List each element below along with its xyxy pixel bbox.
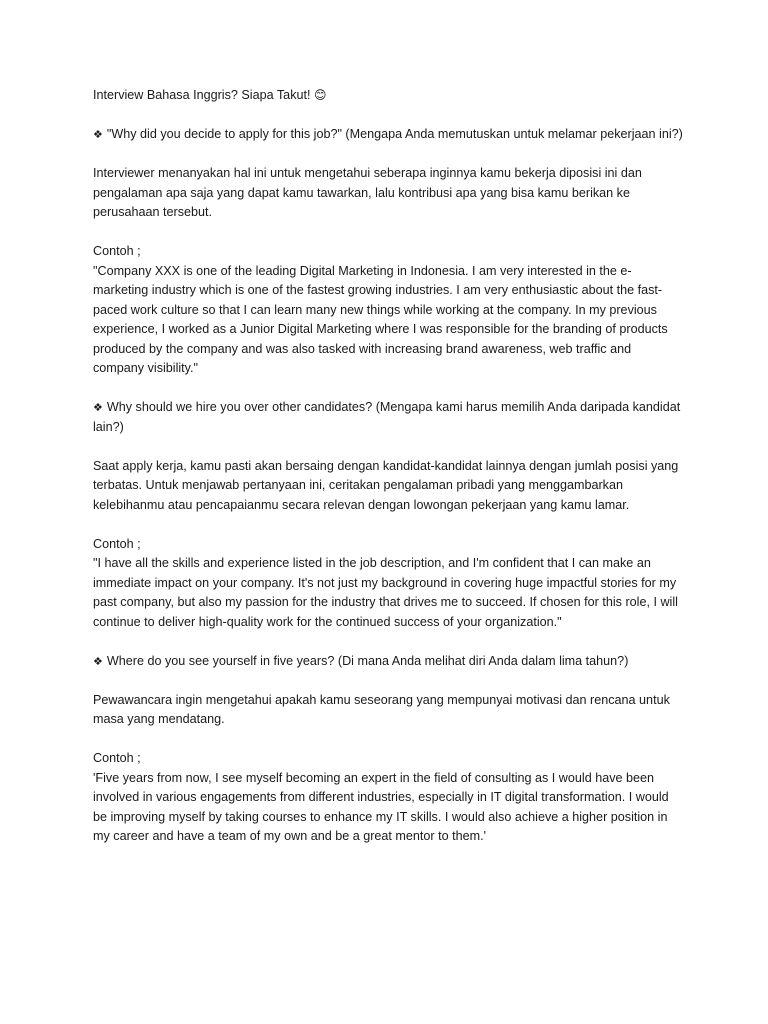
example-label-1: Contoh ;	[93, 244, 141, 258]
diamond-bullet-icon: ❖	[93, 654, 103, 668]
question-3-text: Where do you see yourself in five years? (Di mana Anda melihat diri Anda dalam lima tahun?)	[106, 653, 629, 668]
example-label-2: Contoh ;	[93, 536, 141, 551]
question-2	[93, 398, 683, 437]
document-page	[93, 86, 683, 866]
question-1	[93, 125, 683, 145]
document-title-text: Interview Bahasa Inggris? Siapa Takut!	[93, 88, 311, 102]
explanation-1: Interviewer menanyakan hal ini untuk mengetahui seberapa inginnya kamu bekerja diposisi ini dan pengalaman apa saja yang dapat kamu tawarkan, lalu kontribusi apa yang bisa kamu berikan ke perusahaan tersebut.	[93, 166, 642, 219]
example-2: "I have all the skills and experience listed in the job description, and I'm confident that I can make an immediate impact on your company. It's not just my background in covering huge impactful stories for my past company, but also my passion for the industry that drives me to succeed. If chosen for this role, I will continue to deliver high-quality work for the continued success of your organization."	[93, 556, 678, 629]
document-title	[93, 86, 683, 106]
diamond-bullet-icon: ❖	[93, 128, 103, 141]
explanation-2: Saat apply kerja, kamu pasti akan bersaing dengan kandidat-kandidat lainnya dengan jumlah posisi yang terbatas. Untuk menjawab pertanyaan ini, ceritakan pengalaman pribadi yang menggambarkan kelebihanmu atau pencapaianmu secara relevan dengan lowongan pekerjaan yang kamu lamar.	[93, 458, 679, 512]
example-3: 'Five years from now, I see myself becoming an expert in the field of consulting as I would have been involved in various engagements from different industries, especially in IT digital transformation. I would be improving myself by taking courses to enhance my IT skills. I would also achieve a higher position in my career and have a team of my own and be a great mentor to them.'	[93, 770, 669, 843]
example-label-3: Contoh ;	[93, 751, 141, 765]
question-3	[93, 652, 683, 672]
question-1-text: "Why did you decide to apply for this job?" (Mengapa Anda memutuskan untuk melamar pekerjaan ini?)	[106, 127, 683, 141]
smiling-face-icon: 😊	[314, 88, 327, 102]
diamond-bullet-icon: ❖	[93, 401, 103, 414]
explanation-3: Pewawancara ingin mengetahui apakah kamu seseorang yang mempunyai motivasi dan rencana untuk masa yang mendatang.	[93, 692, 670, 726]
example-1: "Company XXX is one of the leading Digital Marketing in Indonesia. I am very interested in the e-marketing industry which is one of the fastest growing industries. I am very enthusiastic about the fast-paced work culture so that I can learn many new things while working at the company. In my previous experience, I worked as a Junior Digital Marketing where I was responsible for the branding of products produced by the company and was also tasked with increasing brand awareness, web traffic and company visibility."	[93, 263, 668, 375]
question-2-text: Why should we hire you over other candidates? (Mengapa kami harus memilih Anda daripada kandidat lain?)	[93, 400, 681, 434]
